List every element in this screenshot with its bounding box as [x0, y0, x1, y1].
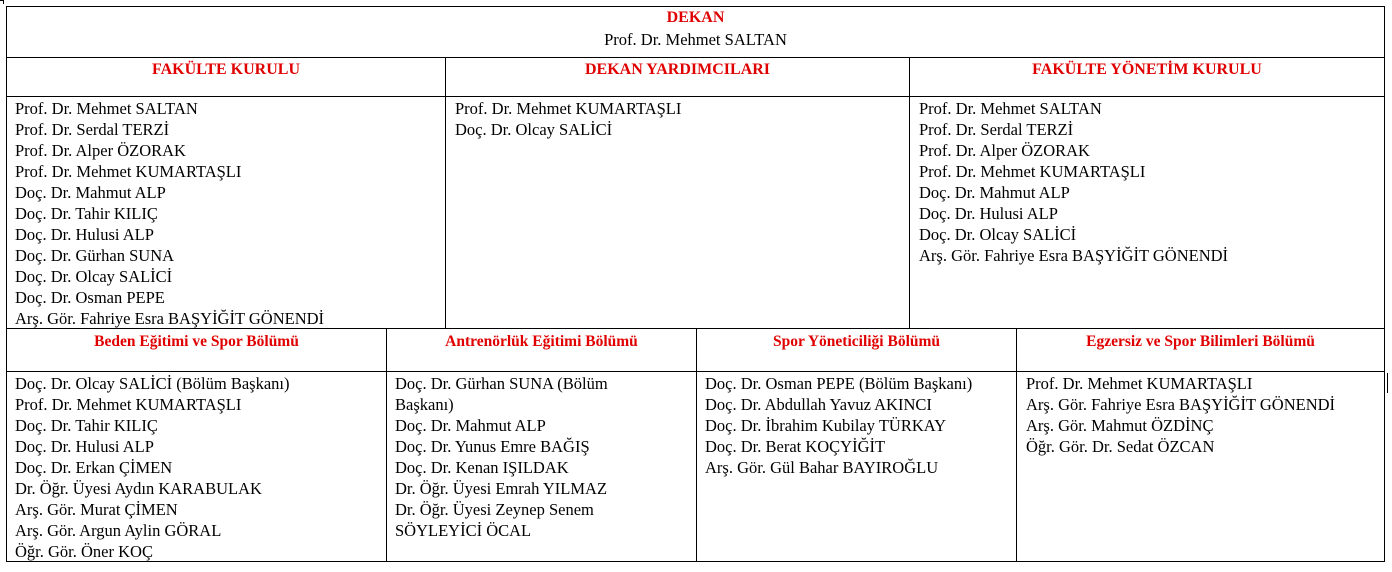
dept-pe-sports-title: Beden Eğitimi ve Spor Bölümü [94, 333, 299, 350]
list-item: Arş. Gör. Gül Bahar BAYIROĞLU [705, 458, 939, 477]
list-item: Doç. Dr. Berat KOÇYİĞİT [705, 437, 886, 456]
list-item: Prof. Dr. Alper ÖZORAK [919, 141, 1090, 160]
dept-sports-management-title: Spor Yöneticiliği Bölümü [772, 333, 941, 350]
list-item: Doç. Dr. Gürhan SUNA (Bölüm Başkanı) [395, 374, 608, 414]
list-item: Arş. Gör. Murat ÇİMEN [15, 500, 178, 519]
list-item: Prof. Dr. Mehmet SALTAN [919, 99, 1102, 118]
list-item: Doç. Dr. Erkan ÇİMEN [15, 458, 173, 477]
list-item: Prof. Dr. Serdal TERZİ [15, 120, 170, 139]
list-item: Prof. Dr. Mehmet KUMARTAŞLI [15, 395, 242, 414]
dept-coaching-header-cell [386, 328, 697, 372]
faculty-board-members-list [15, 98, 324, 329]
list-item: Doç. Dr. Hulusi ALP [919, 204, 1058, 223]
list-item: Doç. Dr. Olcay SALİCİ [15, 267, 173, 286]
dept-coaching-members-list [395, 373, 645, 541]
dept-sports-management-header-cell [696, 328, 1017, 372]
dept-exercise-sciences-header-cell [1016, 328, 1385, 372]
list-item: Doç. Dr. Mahmut ALP [919, 183, 1070, 202]
list-item: Prof. Dr. Mehmet KUMARTAŞLI [919, 162, 1146, 181]
dept-sports-management-members-list [705, 373, 972, 478]
corner-mark-top-left-v [3, 0, 4, 4]
list-item: Doç. Dr. Hulusi ALP [15, 225, 154, 244]
list-item: Doç. Dr. Gürhan SUNA [15, 246, 175, 265]
list-item: Doç. Dr. Osman PEPE [15, 288, 165, 307]
dept-coaching-title: Antrenörlük Eğitimi Bölümü [445, 333, 638, 350]
list-item: Prof. Dr. Alper ÖZORAK [15, 141, 186, 160]
list-item: Arş. Gör. Mahmut ÖZDİNÇ [1026, 416, 1214, 435]
list-item: Prof. Dr. Serdal TERZİ [919, 120, 1074, 139]
list-item: Öğr. Gör. Dr. Sedat ÖZCAN [1026, 437, 1215, 456]
list-item: Doç. Dr. Olcay SALİCİ (Bölüm Başkanı) [15, 374, 290, 393]
list-item: Öğr. Gör. Öner KOÇ [15, 542, 153, 561]
list-item: Doç. Dr. İbrahim Kubilay TÜRKAY [705, 416, 947, 435]
list-item: Doç. Dr. Mahmut ALP [15, 183, 166, 202]
list-item: Prof. Dr. Mehmet KUMARTAŞLI [455, 99, 682, 118]
list-item: Doç. Dr. Olcay SALİCİ [455, 120, 613, 139]
dept-exercise-sciences-title: Egzersiz ve Spor Bilimleri Bölümü [1086, 333, 1315, 350]
vice-deans-members-list [455, 98, 681, 140]
executive-board-title: FAKÜLTE YÖNETİM KURULU [1032, 61, 1262, 78]
list-item: Doç. Dr. Tahir KILIÇ [15, 416, 158, 435]
list-item: Doç. Dr. Osman PEPE (Bölüm Başkanı) [705, 374, 973, 393]
list-item: Arş. Gör. Argun Aylin GÖRAL [15, 521, 222, 540]
dean-cell [6, 6, 1385, 58]
list-item: Dr. Öğr. Üyesi Zeynep Senem SÖYLEYİCİ ÖCAL [395, 500, 594, 540]
list-item: Prof. Dr. Mehmet KUMARTAŞLI [15, 162, 242, 181]
list-item: Doç. Dr. Kenan IŞILDAK [395, 458, 569, 477]
vice-deans-title: DEKAN YARDIMCILARI [584, 61, 771, 78]
list-item: Arş. Gör. Fahriye Esra BAŞYİĞİT GÖNENDİ [15, 309, 325, 328]
faculty-board-header-cell [6, 57, 446, 97]
dept-pe-sports-members-list [15, 373, 290, 562]
list-item: Doç. Dr. Mahmut ALP [395, 416, 546, 435]
list-item: Dr. Öğr. Üyesi Aydın KARABULAK [15, 479, 262, 498]
dept-exercise-sciences-members-list [1026, 373, 1335, 457]
list-item: Doç. Dr. Tahir KILIÇ [15, 204, 158, 223]
executive-board-members-list [919, 98, 1228, 266]
list-item: Doç. Dr. Abdullah Yavuz AKINCI [705, 395, 932, 414]
list-item: Prof. Dr. Mehmet KUMARTAŞLI [1026, 374, 1253, 393]
list-item: Doç. Dr. Hulusi ALP [15, 437, 154, 456]
list-item: Prof. Dr. Mehmet SALTAN [15, 99, 198, 118]
list-item: Arş. Gör. Fahriye Esra BAŞYİĞİT GÖNENDİ [1026, 395, 1336, 414]
vice-deans-header-cell [445, 57, 910, 97]
faculty-board-title: FAKÜLTE KURULU [151, 61, 301, 78]
dean-title: DEKAN [666, 9, 725, 26]
list-item: Doç. Dr. Yunus Emre BAĞIŞ [395, 437, 590, 456]
list-item: Dr. Öğr. Üyesi Emrah YILMAZ [395, 479, 608, 498]
list-item: Arş. Gör. Fahriye Esra BAŞYİĞİT GÖNENDİ [919, 246, 1229, 265]
list-item: Doç. Dr. Olcay SALİCİ [919, 225, 1077, 244]
dean-name: Prof. Dr. Mehmet SALTAN [604, 30, 787, 49]
dept-pe-sports-header-cell [6, 328, 387, 372]
executive-board-header-cell [909, 57, 1385, 97]
corner-mark-right-edge [1387, 373, 1388, 393]
